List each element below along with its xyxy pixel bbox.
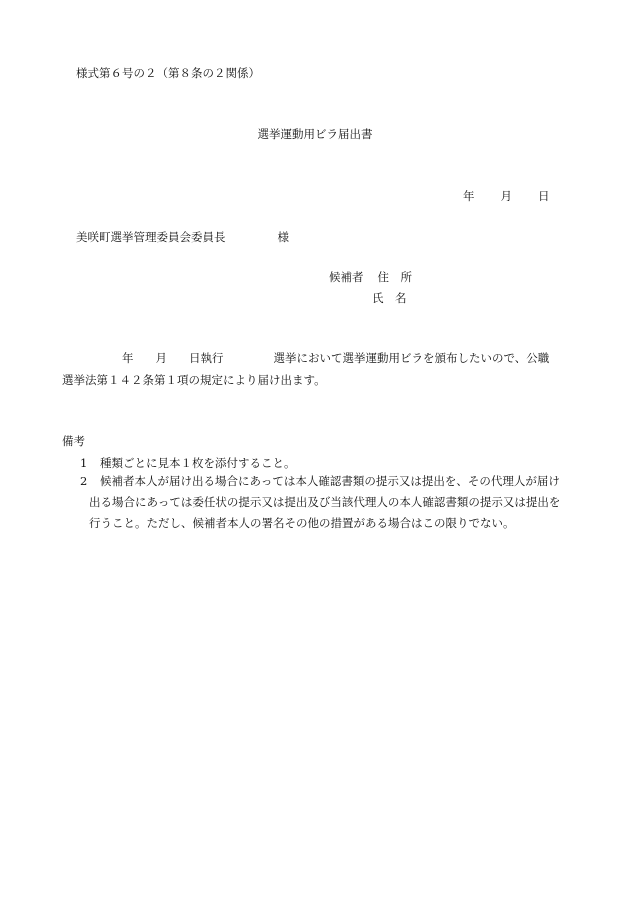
date-year-label: 年 [463,189,475,203]
candidate-address-line [329,272,412,284]
date-month-label: 月 [500,189,512,203]
election-year-label: 年 [122,351,134,365]
addressee-name: 美咲町選挙管理委員会委員長 [76,230,226,244]
date-day-label: 日 [538,189,550,203]
remark-text: 候補者本人が届け出る場合にあっては本人確認書類の提示又は提出を、その代理人が届け [100,474,560,488]
remark-item-2-continuation: 出る場合にあっては委任状の提示又は提出及び当該代理人の本人確認書類の提示又は提出を [89,495,561,509]
remarks-heading: 備考 [62,434,85,448]
remark-item-2 [80,476,560,488]
body-text-1: 選挙において選挙運動用ビラを頒布したいので、公職 [273,351,550,365]
remark-number: 1 [80,456,88,470]
body-paragraph-line-2: 選挙法第１４２条第１項の規定により届け出ます。 [62,373,326,387]
candidate-name-label: 氏 名 [372,291,407,305]
page-title: 選挙運動用ビラ届出書 [257,127,373,141]
candidate-address-label: 住 所 [377,270,412,284]
form-number: 様式第６号の２（第８条の２関係） [76,66,260,80]
remark-text: 種類ごとに見本１枚を添付すること。 [100,456,296,470]
body-paragraph-line-1 [122,353,549,365]
addressee [76,232,289,244]
candidate-role-label: 候補者 [329,270,364,284]
remark-item-2-continuation: 行うこと。ただし、候補者本人の署名その他の措置がある場合はこの限りでない。 [89,516,515,530]
date-line [463,191,550,203]
remark-item-1 [80,458,296,470]
election-month-label: 月 [155,351,167,365]
remark-number: 2 [80,474,88,488]
election-day-label: 日執行 [189,351,224,365]
addressee-honorific: 様 [277,230,289,244]
